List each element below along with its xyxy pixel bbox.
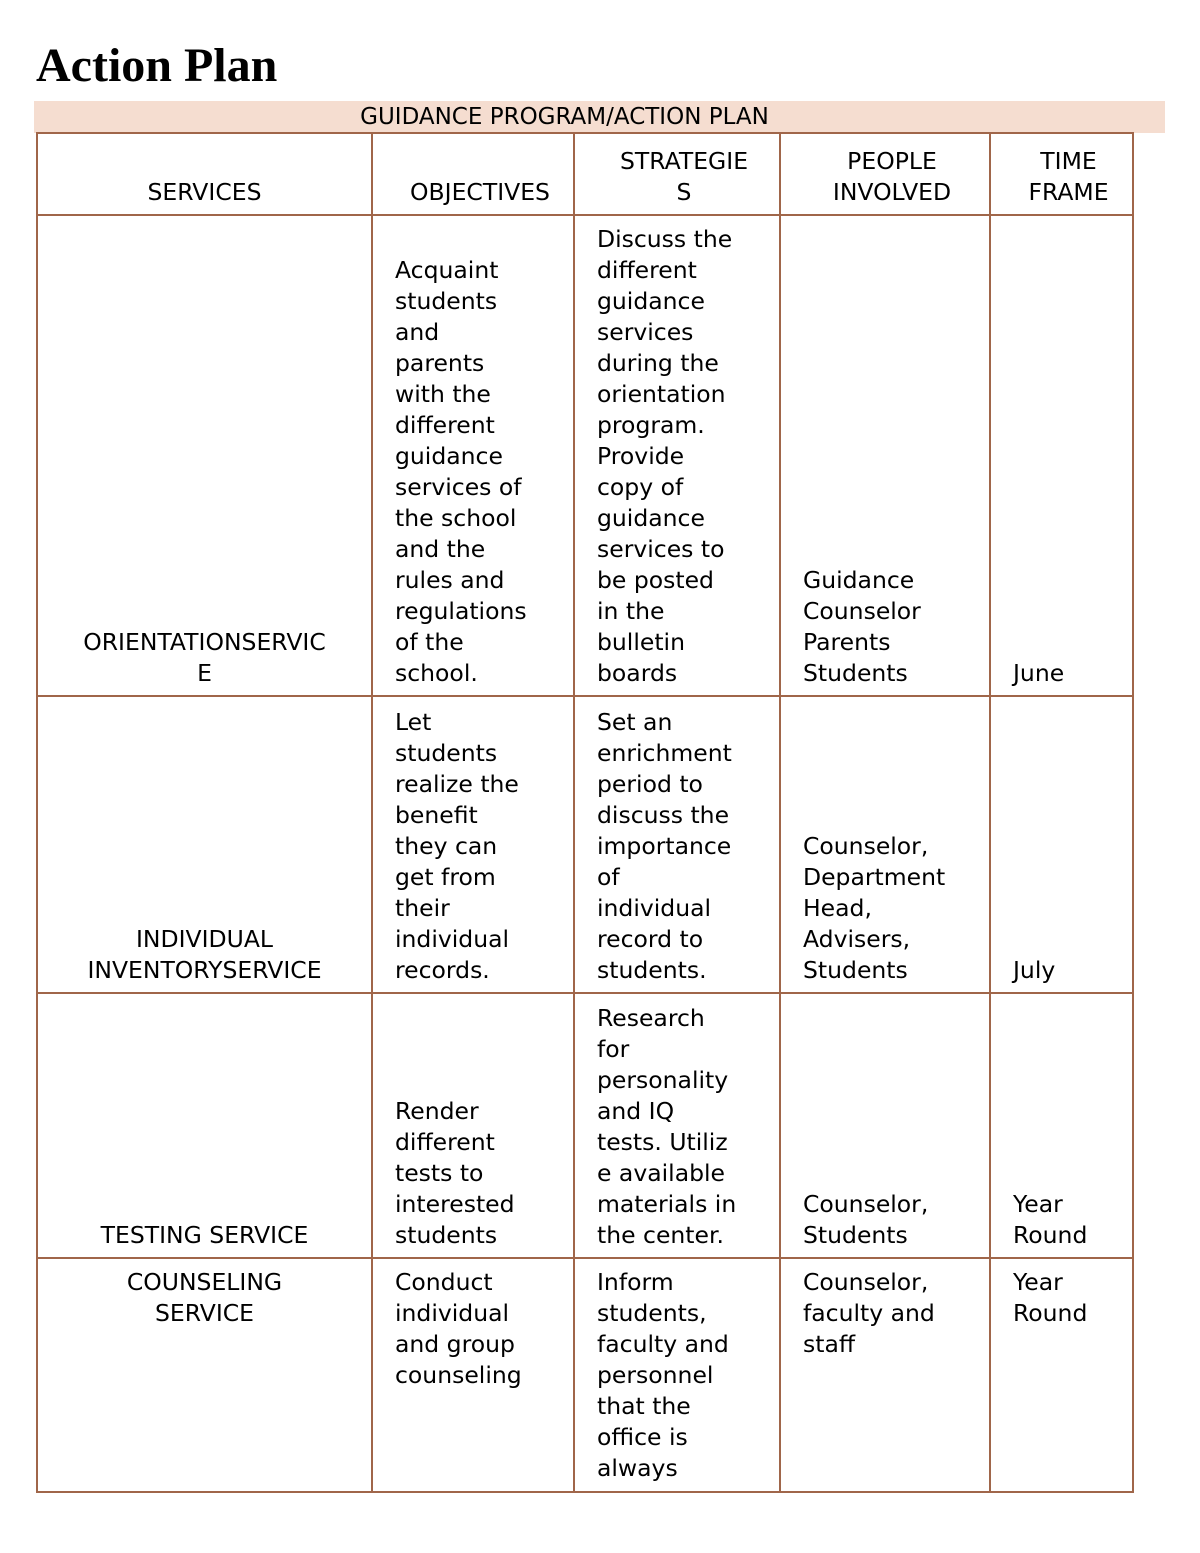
people-cell: Guidance Counselor Parents Students	[780, 215, 990, 696]
header-row	[37, 133, 1133, 215]
header-strategies: STRATEGIE S	[574, 133, 780, 215]
header-people-involved: PEOPLE INVOLVED	[780, 133, 990, 215]
objective-cell: Let students realize the benefit they can get from their individual records.	[372, 696, 574, 993]
service-cell: INDIVIDUAL INVENTORYSERVICE	[37, 696, 372, 993]
table-row	[37, 215, 1133, 696]
table-row	[37, 993, 1133, 1258]
table-banner	[34, 101, 1165, 133]
strategy-cell: Inform students, faculty and personnel that the office is always	[574, 1258, 780, 1492]
time-cell: July	[990, 696, 1133, 993]
time-cell: Year Round	[990, 1258, 1133, 1492]
strategy-cell: Research for personality and IQ tests. Utiliz e available materials in the center.	[574, 993, 780, 1258]
page-title: Action Plan	[36, 39, 278, 92]
service-cell: COUNSELING SERVICE	[37, 1258, 372, 1492]
header-objectives: OBJECTIVES	[372, 133, 574, 215]
table-row	[37, 696, 1133, 993]
strategy-cell: Set an enrichment period to discuss the importance of individual record to students.	[574, 696, 780, 993]
table-row	[37, 1258, 1133, 1492]
action-plan-table	[36, 132, 1134, 1493]
people-cell: Counselor, Students	[780, 993, 990, 1258]
people-cell: Counselor, faculty and staff	[780, 1258, 990, 1492]
objective-cell: Render different tests to interested students	[372, 993, 574, 1258]
service-cell: TESTING SERVICE	[37, 993, 372, 1258]
objective-cell: Acquaint students and parents with the different guidance services of the school and the rules and regulations of the school.	[372, 215, 574, 696]
time-cell: June	[990, 215, 1133, 696]
header-time-frame: TIME FRAME	[990, 133, 1133, 215]
people-cell: Counselor, Department Head, Advisers, Students	[780, 696, 990, 993]
objective-cell: Conduct individual and group counseling	[372, 1258, 574, 1492]
header-services: SERVICES	[37, 133, 372, 215]
banner-label: GUIDANCE PROGRAM/ACTION PLAN	[360, 104, 769, 130]
strategy-cell: Discuss the different guidance services during the orientation program. Provide copy of guidance services to be posted in the bulletin boards	[574, 215, 780, 696]
time-cell: Year Round	[990, 993, 1133, 1258]
service-cell: ORIENTATIONSERVIC E	[37, 215, 372, 696]
